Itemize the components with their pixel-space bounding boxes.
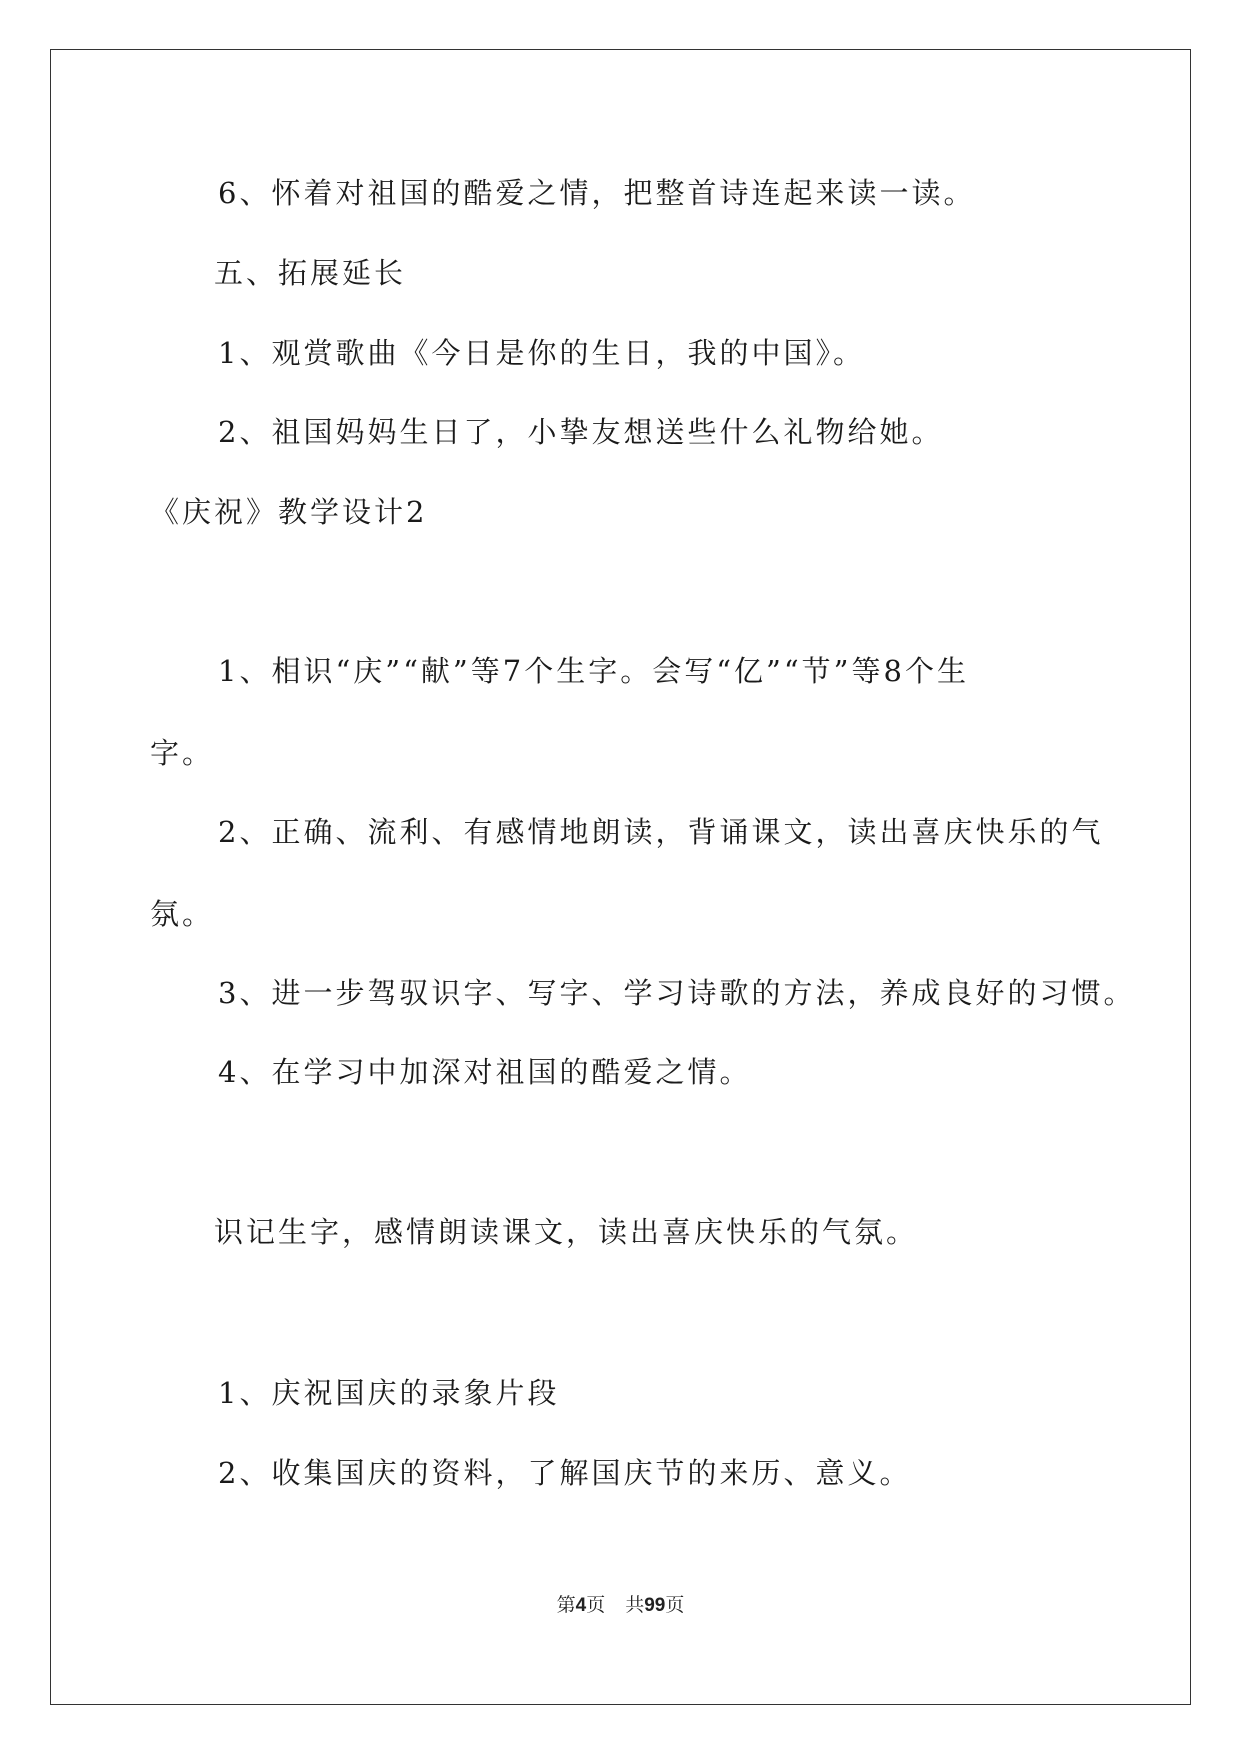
text-line: 字。 <box>150 736 215 770</box>
text-line: 2、祖国妈妈生日了，小挚友想送些什么礼物给她。 <box>218 415 944 449</box>
text-line: 6、怀着对祖国的酷爱之情，把整首诗连起来读一读。 <box>218 176 976 210</box>
total-pages: 99 <box>644 1595 666 1616</box>
footer-prefix: 第 <box>556 1594 576 1616</box>
text-line: 识记生字，感情朗读课文，读出喜庆快乐的气氛。 <box>214 1215 919 1249</box>
footer-total-suffix: 页 <box>665 1594 685 1616</box>
text-line: 4、在学习中加深对祖国的酷爱之情。 <box>218 1055 752 1089</box>
text-line: 2、正确、流利、有感情地朗读，背诵课文，读出喜庆快乐的气 <box>218 815 1104 849</box>
document-title: 《庆祝》教学设计2 <box>150 495 428 529</box>
section-heading: 五、拓展延长 <box>214 256 407 290</box>
text-line: 3、进一步驾驭识字、写字、学习诗歌的方法，养成良好的习惯。 <box>218 976 1136 1010</box>
text-line: 2、收集国庆的资料，了解国庆节的来历、意义。 <box>218 1456 912 1490</box>
footer-total-prefix: 共 <box>625 1594 645 1616</box>
text-line: 氛。 <box>150 897 215 931</box>
footer-page-suffix: 页 <box>586 1594 606 1616</box>
text-line: 1、观赏歌曲《今日是你的生日，我的中国》。 <box>218 336 865 370</box>
text-line: 1、相识“庆”“献”等7个生字。会写“亿”“节”等8个生 <box>218 654 969 688</box>
page-footer <box>0 1592 1241 1619</box>
page-number: 4 <box>575 1595 587 1616</box>
text-line: 1、庆祝国庆的录象片段 <box>218 1376 560 1410</box>
